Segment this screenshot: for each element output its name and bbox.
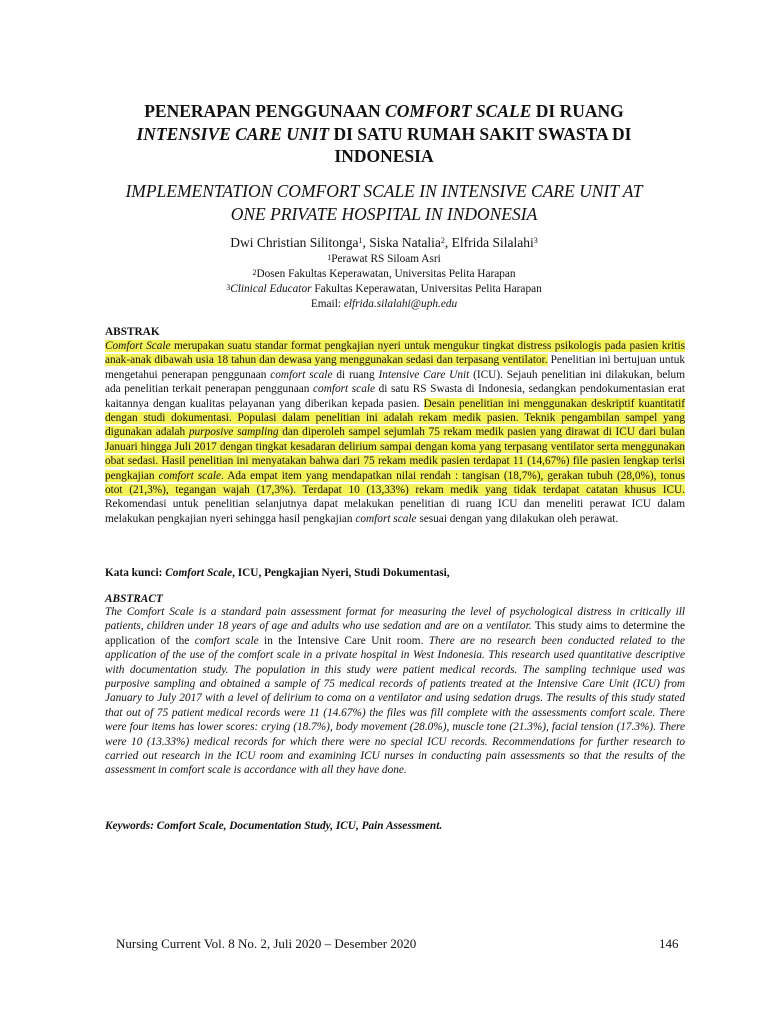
author-list <box>0 234 768 252</box>
affiliation-text: Perawat RS Siloam Asri <box>331 253 441 265</box>
affiliation-2 <box>0 267 768 282</box>
author-name: Dwi Christian Silitonga <box>230 235 359 250</box>
abstrak-text: comfort scale <box>270 368 333 381</box>
author-affiliation-mark: 2 <box>440 236 445 245</box>
affiliation-text: Dosen Fakultas Keperawatan, Universitas Pelita Harapan <box>256 268 516 280</box>
abstrak-text: comfort scale <box>158 469 221 482</box>
title-text: DI SATU RUMAH SAKIT SWASTA DI <box>329 123 632 144</box>
abstrak-text: di satu RS Swasta di Indonesia, sedangkan pendokumentasian erat kaitannya dengan kualitas pelayanan yang diberikan kepada pasien. <box>105 383 685 410</box>
abstrak-body <box>105 339 685 526</box>
abstract-text: The Comfort Scale is a standard pain assessment format for measuring the level of psychological distress in critically ill patients, children under 18 years of age and adults who use sedation and are on a ventilator. <box>105 606 685 633</box>
kata-kunci-terms: , ICU, Pengkajian Nyeri, Studi Dokumentasi, <box>232 567 450 579</box>
affiliation-3 <box>0 282 768 297</box>
kata-kunci-term: Comfort Scale <box>165 567 233 579</box>
abstrak-text: . Ada empat item yang mendapatkan nilai rendah : tangisan (18,7%), gerakan tubuh (28,0%), tonus otot (21,3%), tegangan wajah (17,3%). Terdapat 10 (13,33%) rekam medik yang tidak terdapat catatan khusus ICU. <box>105 469 685 497</box>
abstrak-text: Desain penelitian ini menggunakan deskriptif kuantitatif dengan studi dokumentasi. Populasi dalam penelitian ini adalah rekam medik pasien. Teknik pengambilan sampel yang digunakan adalah <box>105 397 685 439</box>
abstract-body <box>105 605 685 778</box>
author-name: , Elfrida Silalahi <box>444 235 534 250</box>
paper-subtitle <box>0 180 768 225</box>
abstract-heading: ABSTRACT <box>105 593 163 605</box>
abstrak-text: comfort scale <box>313 383 375 396</box>
title-italic-text: COMFORT SCALE <box>385 101 532 121</box>
title-italic-text: INTENSIVE CARE UNIT <box>136 123 330 144</box>
keywords: Keywords: Comfort Scale, Documentation Study, ICU, Pain Assessment. <box>105 820 443 832</box>
author-affiliation-mark: 3 <box>533 236 538 245</box>
affiliation-text: Fakultas Keperawatan, Universitas Pelita Harapan <box>311 283 542 295</box>
subtitle-line: ONE PRIVATE HOSPITAL IN INDONESIA <box>230 203 538 224</box>
kata-kunci <box>105 566 450 580</box>
title-text: DI RUANG <box>531 101 624 121</box>
abstrak-text: comfort scale <box>355 512 417 525</box>
title-text: INDONESIA <box>334 146 434 166</box>
author-email <box>0 297 768 312</box>
author-affiliation-mark: 1 <box>358 236 363 245</box>
abstrak-heading: ABSTRAK <box>105 326 160 338</box>
abstract-text: There are no research been conducted related to the application of the use of the comfort scale in a private hospital in West Indonesia. This research used quantitative descriptive with documentation study. The population in this study were patient medical records. The sampling technique used was purposive sampling and obtained a sample of 75 medical records of patients treated at the Intensive Care Unit (ICU) from January to July 2017 with a level of delirium to coma on a ventilator and using sedation drugs. The results of this study stated that out of 75 patient medical records were 11 (14.67%) the files was fill complete with the assessments comfort scale. There were four items has lower scores: crying (18.7%), body movement (28.0%), muscle tone (21.3%), facial tension (17.3%). There were 10 (13.33%) medical records for which there were no special ICU records. Recommendations for further research to carried out research in the ICU room and examining ICU nurses in conducting pain assessments so that the results of the assessment in comfort scale is accordance with all they have done. <box>105 634 685 777</box>
affiliation-1 <box>0 252 768 267</box>
abstrak-text: Penelitian ini bertujuan untuk mengetahui penerapan penggunaan <box>105 354 685 381</box>
journal-footer: Nursing Current Vol. 8 No. 2, Juli 2020 – Desember 2020 <box>116 936 417 951</box>
affiliation-mark: 3 <box>226 283 231 292</box>
abstrak-text: di ruang <box>332 368 379 381</box>
affiliation-role: Clinical Educator <box>230 283 312 295</box>
page-number: 146 <box>659 936 679 951</box>
highlighted-text <box>105 398 685 496</box>
abstrak-text: dan diperoleh sampel sejumlah 75 rekam medik pasien yang dirawat di ICU dari bulan Januari hingga Juli 2017 dengan tingkat kesadaran delirium sampai dengan koma yang terpasang ventilator serta menggunakan obat sedasi. Hasil penelitian ini menyatakan bahwa dari 75 rekam medik pasien terdapat 11 (14,67%) file pasien lengkap terisi pengkajian <box>105 426 685 482</box>
abstrak-text: Rekomendasi untuk penelitian selanjutnya dapat melakukan penelitian di ruang ICU dan meneliti perawat ICU dalam melakukan pengkajian nyeri sehingga hasil pengkajian <box>105 498 685 525</box>
subtitle-line: IMPLEMENTATION COMFORT SCALE IN INTENSIVE CARE UNIT AT <box>125 181 643 201</box>
affiliation-mark: 1 <box>327 253 332 262</box>
title-text: PENERAPAN PENGGUNAAN <box>144 101 386 121</box>
kata-kunci-label: Kata kunci: <box>105 567 166 579</box>
email-address[interactable]: elfrida.silalahi@uph.edu <box>343 298 458 310</box>
abstract-text: comfort scale <box>194 634 259 647</box>
affiliation-mark: 2 <box>252 268 257 277</box>
abstrak-text: purposive sampling <box>188 426 279 439</box>
author-name: , Siska Natalia <box>362 235 441 250</box>
abstrak-text: Comfort Scale <box>105 340 171 352</box>
abstrak-text: (ICU). Sejauh penelitian ini dilakukan, belum ada penelitian terkait penerapan penggunaan <box>105 368 685 396</box>
abstrak-text: Intensive Care Unit <box>378 368 470 381</box>
paper-title <box>0 100 768 168</box>
abstrak-text: merupakan suatu standar format pengkajian nyeri untuk mengukur tingkat distress psikologis pada pasien kritis anak-anak dibawah usia 18 tahun dan dewasa yang menggunakan sedasi dan terpasang ventilator. <box>105 340 685 367</box>
abstract-text: in the Intensive Care Unit room. <box>258 634 424 647</box>
email-label: Email: <box>310 298 344 310</box>
abstrak-text: sesuai dengan yang dilakukan oleh perawat. <box>416 512 619 525</box>
abstract-text: This study aims to determine the application of the <box>105 620 685 647</box>
